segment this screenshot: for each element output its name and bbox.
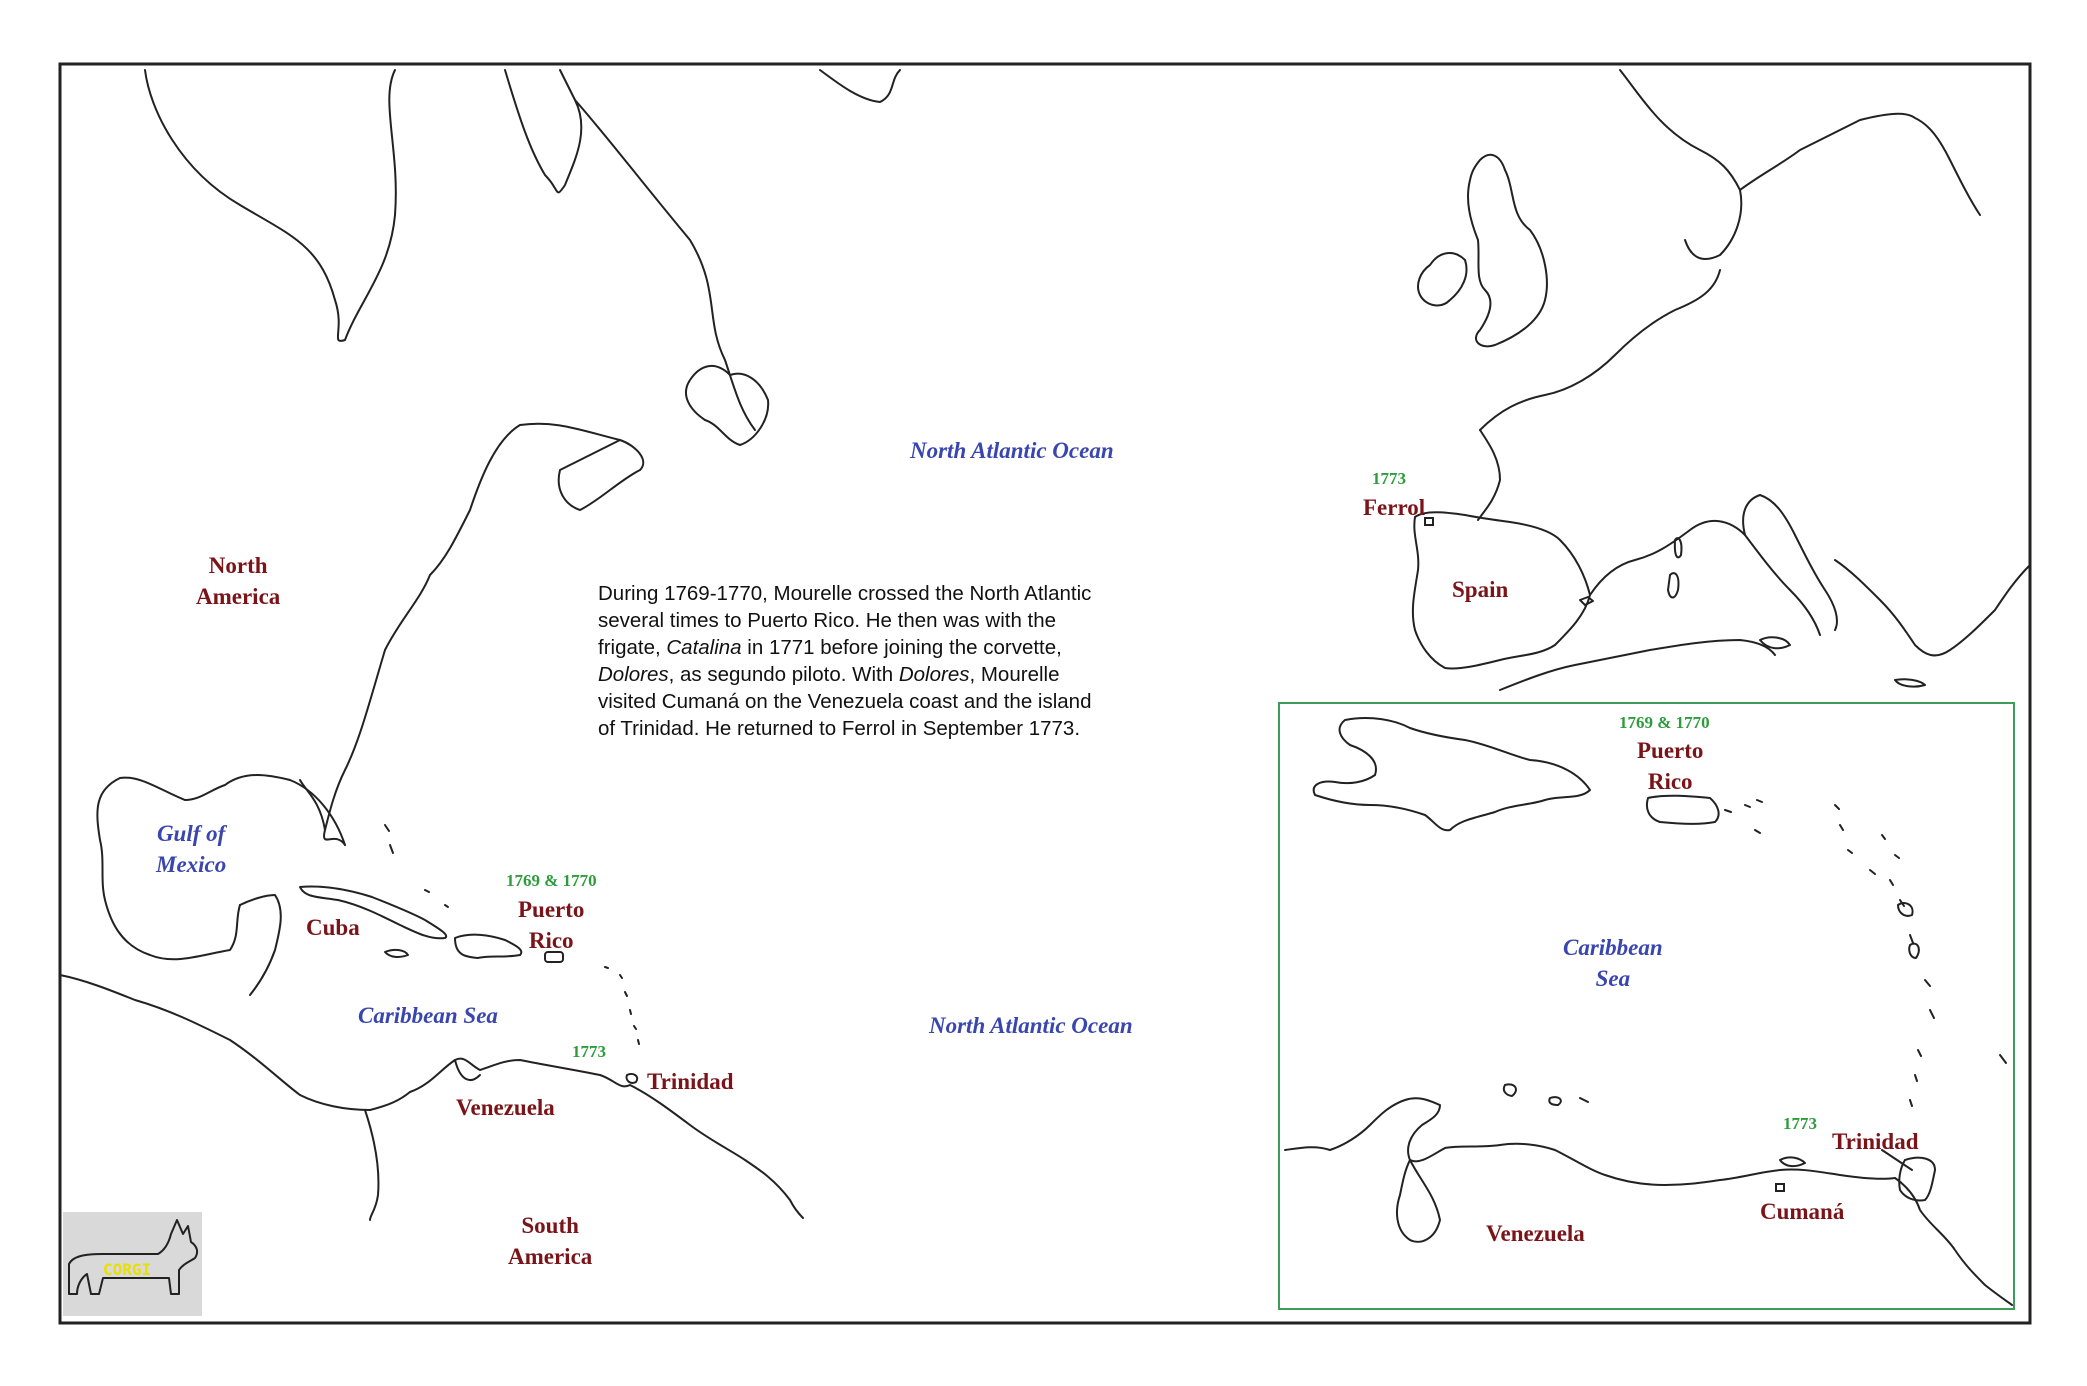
bahamas-island [385, 825, 389, 831]
sardinia [1668, 573, 1678, 597]
italy [1743, 495, 1837, 630]
inset-puerto-rico [1647, 796, 1719, 824]
nova-scotia [559, 440, 644, 510]
label-trinidad: Trinidad [647, 1069, 734, 1094]
inset-maracaibo [1397, 1160, 1440, 1242]
baltic-coast [1740, 114, 1980, 215]
narrative-text: During 1769-1770, Mourelle crossed the North Atlantic several times to Puerto Rico. He then was with the frigate, Catalina in 1771 before joining the corvette, Dolores, as segundo piloto. With Dolores, Mourelle visited Cumaná on the Venezuela coast and the island of Trinidad. He returned to Ferrol in September 1773. [598, 582, 1092, 740]
balearic [1580, 597, 1593, 605]
label-caribbean-sea: Caribbean Sea [358, 1003, 498, 1028]
label-cuba: Cuba [306, 915, 360, 940]
inset-label-puerto-rico-year: 1769 & 1770 [1619, 713, 1710, 732]
corgi-logo [63, 1212, 202, 1316]
label-puerto-rico-year: 1769 & 1770 [506, 871, 597, 890]
france-coast [1478, 430, 1500, 520]
label-ferrol: Ferrol [1363, 495, 1426, 520]
label-north-atlantic-ocean-south: North Atlantic Ocean [929, 1013, 1133, 1038]
hudson-bay-coast [145, 70, 396, 341]
yucatan [240, 895, 281, 995]
inset-label-trinidad: Trinidad [1832, 1129, 1919, 1154]
label-north-america: North America [196, 553, 281, 610]
ferrol-marker [1425, 518, 1433, 525]
inset-label-puerto-rico: Puerto Rico [1637, 738, 1704, 795]
inset-east-coast [1895, 1178, 2012, 1305]
inset-label-cumana: Cumaná [1760, 1199, 1845, 1224]
us-east-coast [324, 424, 620, 845]
south-america-interior [365, 1110, 378, 1220]
inset-margarita [1780, 1157, 1805, 1166]
scandinavia [1620, 70, 1741, 259]
lesser-antilles [605, 967, 639, 1044]
crete [1895, 679, 1925, 686]
inset-lesser-antilles [1725, 800, 2006, 1106]
south-america-coast [410, 1059, 803, 1218]
trinidad-shape [627, 1074, 638, 1083]
bahamas-island [425, 890, 429, 892]
balkans [1835, 560, 2030, 655]
label-south-america: South America [508, 1213, 593, 1270]
label-venezuela: Venezuela [456, 1095, 555, 1120]
corsica [1675, 538, 1682, 557]
label-north-atlantic-ocean: North Atlantic Ocean [910, 438, 1114, 463]
hudson-bay-coast-west [505, 70, 581, 192]
venezuela-gulf [455, 1060, 480, 1080]
bahamas-island [390, 845, 393, 853]
jamaica [385, 950, 408, 957]
inset-label-trinidad-year: 1773 [1783, 1114, 1817, 1133]
inset-label-caribbean-sea: Caribbean Sea [1563, 935, 1663, 992]
label-spain: Spain [1452, 577, 1509, 602]
mediterranean-north [1590, 521, 1820, 635]
labrador-coast [575, 100, 755, 430]
inset-label-venezuela: Venezuela [1486, 1221, 1585, 1246]
hispaniola [455, 935, 521, 958]
label-ferrol-year: 1773 [1372, 469, 1406, 488]
inset-venezuela-coast [1285, 1098, 1895, 1185]
inset-hispaniola [1314, 718, 1590, 830]
label-puerto-rico: Puerto Rico [518, 897, 585, 954]
label-gulf-of-mexico: Gulf of Mexico [156, 821, 227, 878]
central-america [60, 975, 410, 1110]
cumana-marker [1776, 1184, 1784, 1191]
logo-text: CORGI [103, 1260, 152, 1279]
label-trinidad-year: 1773 [572, 1042, 606, 1061]
ireland [1418, 253, 1466, 305]
inset-guadeloupe [1898, 903, 1913, 916]
inset-martinique [1909, 944, 1919, 958]
europe-mainland-north [1480, 270, 1720, 430]
newfoundland [686, 366, 768, 445]
north-africa [1500, 640, 1775, 690]
inset-aruba-curacao [1504, 1084, 1588, 1105]
bahamas-island [445, 905, 448, 907]
greenland-tip [820, 70, 900, 102]
great-britain [1468, 155, 1547, 347]
corgi-silhouette-icon [63, 1212, 202, 1316]
